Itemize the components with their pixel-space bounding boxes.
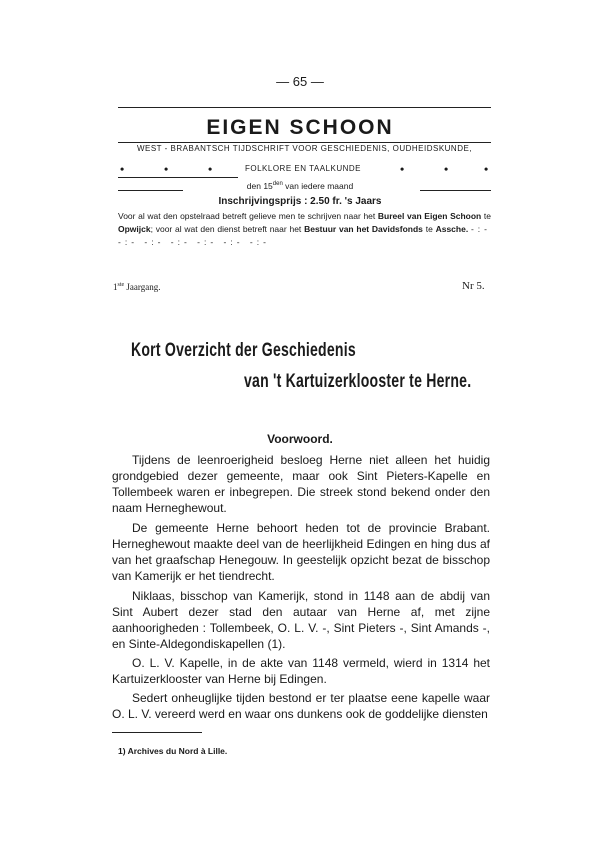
masthead-top-rule — [118, 107, 491, 108]
volume-label: 1ste Jaargang. — [113, 282, 161, 292]
paragraph-1: Tijdens de leenroerigheid besloeg Herne niet alleen het huidig grondgebied dezer gemeente, maar ook Sint Pieters-Kapelle en Tollembeek waren er inbegrepen. Die streek stond bekend onder den naam Herneghewout. — [112, 453, 490, 515]
publication-frequency: den $15^{den}$ van iedere maand — [246, 181, 354, 191]
paragraph-4: O. L. V. Kapelle, in de akte van 1148 vermeld, wierd in 1314 het Kartuizerklooster van Herne bij Edingen. — [112, 656, 490, 686]
masthead-rule-left — [118, 177, 238, 178]
ornament-dot: • — [120, 162, 125, 176]
footnote: 1) Archives du Nord à Lille. — [118, 746, 228, 756]
ornament-dot: • — [444, 162, 449, 176]
paragraph-3: Niklaas, bisschop van Kamerijk, stond in 1148 aan de abdij van Sint Aubert dezer stad den autaar van Herne af, met zijne aanhoorigheden : Tollembeek, O. L. V. -, Sint Pieters -, Sint Amands -, en Sinte-Aldegondiskapellen (1). — [112, 589, 490, 651]
paragraph-2: De gemeente Herne behoort heden tot de provincie Brabant. Herneghewout maakte deel van de heerlijkheid Edingen en hing dus af van het graafschap Henegouw. In geestelijk opzicht bezat de bisschop van Kamerijk er het tiendrecht. — [112, 521, 490, 583]
footnote-rule — [112, 732, 202, 733]
masthead-subtitle-2: FOLKLORE EN TAALKUNDE — [244, 164, 361, 173]
ornament-dot: • — [164, 162, 169, 176]
issue-number: Nr 5. — [462, 280, 485, 292]
paragraph-5: Sedert onheuglijke tijden bestond er ter plaatse eene kapelle waar O. L. V. vereerd werd en waar ons dunkens ook de goddelijke diensten — [112, 691, 490, 721]
masthead-rule-right — [420, 190, 491, 191]
masthead-title-rule — [118, 142, 491, 143]
masthead-subtitle: WEST - BRABANTSCH TIJDSCHRIFT VOOR GESCHIEDENIS, OUDHEIDSKUNDE, — [136, 144, 473, 153]
ornament-dot: • — [484, 162, 489, 176]
ornament-dot: • — [208, 162, 213, 176]
article-title-line-2: van 't Kartuizerklooster te Herne. — [244, 371, 472, 392]
editorial-notice: Voor al wat den opstelraad betreft gelieve men te schrijven naar het Bureel van Eigen Schoon te Opwijck; voor al wat den dienst betreft naar het Bestuur van het Davidsfonds te Assche. -:- -:- -:- -:- -:- -:- -:- — [118, 211, 491, 247]
masthead-rule-left-short — [118, 190, 183, 191]
page-number: — 65 — — [276, 74, 324, 89]
masthead-ornament-row — [118, 162, 491, 176]
article-title-line-1: Kort Overzicht der Geschiedenis — [131, 340, 356, 361]
ornament-dot: • — [400, 162, 405, 176]
masthead-title: EIGEN SCHOON — [206, 116, 394, 139]
subscription-price: Inschrijvingsprijs : 2.50 fr. 's Jaars — [218, 196, 382, 207]
section-heading: Voorwoord. — [267, 432, 333, 446]
